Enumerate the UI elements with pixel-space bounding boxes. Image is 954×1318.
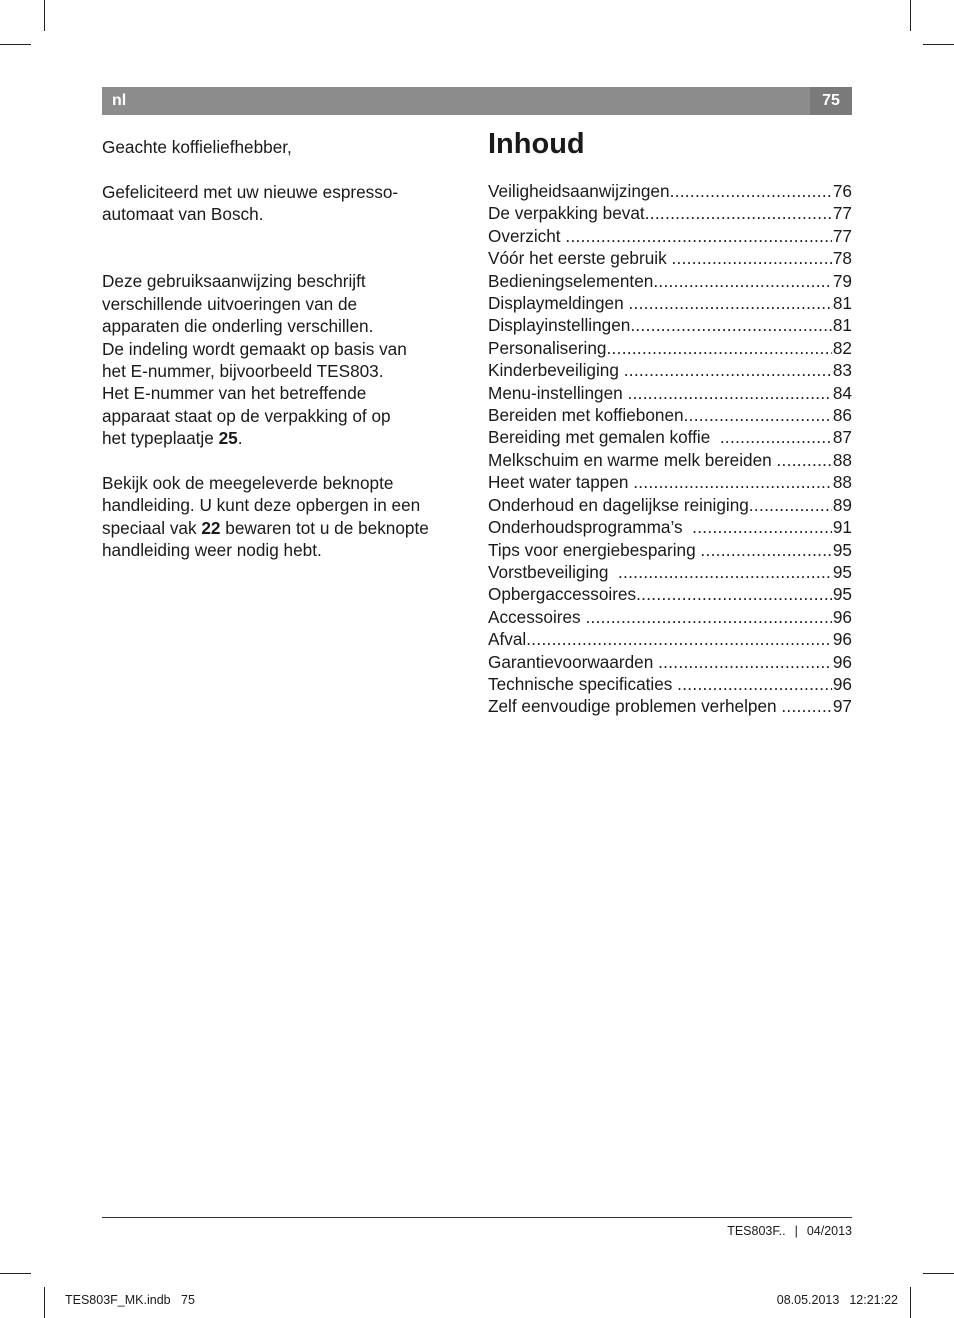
toc-entry[interactable] bbox=[488, 359, 852, 381]
toc-entry-page: 96 bbox=[832, 651, 852, 672]
greeting: Geachte koffieliefhebber, bbox=[102, 137, 292, 157]
toc-entry-title: Garantievoorwaarden bbox=[488, 651, 659, 672]
toc-leader-dots bbox=[585, 606, 831, 628]
toc-leader-dots bbox=[749, 494, 832, 516]
toc-entry-title: Personalisering bbox=[488, 337, 607, 358]
toc-entry-page: 95 bbox=[832, 561, 852, 582]
reference-number: 22 bbox=[201, 517, 221, 538]
toc-entry-page: 81 bbox=[832, 315, 852, 336]
toc-entry-page: 96 bbox=[832, 629, 852, 650]
slug-time: 12:21:22 bbox=[849, 1293, 898, 1307]
toc-entry[interactable] bbox=[488, 314, 852, 336]
toc-entry-page: 76 bbox=[832, 181, 852, 201]
description-line: apparaat staat op de verpakking of op bbox=[102, 405, 391, 426]
toc-leader-dots bbox=[624, 359, 832, 381]
toc-entry[interactable] bbox=[488, 292, 852, 314]
note-line: handleiding. U kunt deze opbergen in een bbox=[102, 495, 421, 516]
toc-entry-title: Displayinstellingen bbox=[488, 315, 631, 336]
reference-number: 25 bbox=[218, 428, 238, 449]
toc-entry-page: 95 bbox=[832, 584, 852, 605]
toc-entry-title: Opbergaccessoires bbox=[488, 584, 637, 605]
toc-entry-title: De verpakking bevat bbox=[488, 203, 645, 224]
toc-entry-page: 88 bbox=[832, 472, 852, 493]
crop-mark bbox=[44, 0, 45, 31]
toc-entry-title: Bereiding met gemalen koffie bbox=[488, 427, 720, 448]
toc-entry-page: 81 bbox=[832, 293, 852, 314]
slug-timestamp bbox=[777, 1293, 898, 1307]
toc-entry-title: Technische specificaties bbox=[488, 673, 678, 694]
toc-entry[interactable] bbox=[488, 449, 852, 471]
toc-leader-dots bbox=[636, 583, 832, 605]
toc-entry-title: Onderhoud en dagelijkse reiniging bbox=[488, 494, 749, 515]
toc-entry-page: 84 bbox=[832, 382, 852, 403]
toc-leader-dots bbox=[628, 292, 831, 314]
toc-entry[interactable] bbox=[488, 628, 852, 650]
toc-title: Inhoud bbox=[488, 128, 585, 160]
toc-leader-dots bbox=[720, 426, 832, 448]
separator: | bbox=[794, 1224, 798, 1238]
note-line: handleiding weer nodig hebt. bbox=[102, 540, 322, 561]
toc-entry[interactable] bbox=[488, 382, 852, 404]
toc-entry-title: Vóór het eerste gebruik bbox=[488, 248, 672, 269]
toc-entry[interactable] bbox=[488, 539, 852, 561]
toc-entry[interactable] bbox=[488, 673, 852, 695]
model-number: TES803F.. bbox=[727, 1224, 786, 1238]
toc-leader-dots bbox=[630, 314, 832, 336]
toc-leader-dots bbox=[781, 695, 832, 717]
text: bewaren tot u de beknopte bbox=[220, 517, 429, 538]
toc-leader-dots bbox=[653, 270, 832, 292]
description-line: verschillende uitvoeringen van de bbox=[102, 293, 358, 314]
toc-entry[interactable] bbox=[488, 225, 852, 247]
toc-entry[interactable] bbox=[488, 337, 852, 359]
toc-entry-title: Afval bbox=[488, 629, 527, 650]
toc-leader-dots bbox=[692, 516, 832, 538]
toc-entry[interactable] bbox=[488, 695, 852, 717]
toc-entry-title: Veiligheidsaanwijzingen bbox=[488, 181, 670, 201]
toc-entry[interactable] bbox=[488, 404, 852, 426]
slug-file: TES803F_MK.indb 75 bbox=[65, 1293, 195, 1307]
crop-mark bbox=[0, 44, 31, 45]
toc-entry-title: Vorstbeveiliging bbox=[488, 561, 618, 582]
toc-entry-page: 79 bbox=[832, 270, 852, 291]
toc-entry-title: Onderhoudsprogramma’s bbox=[488, 517, 693, 538]
publication-date: 04/2013 bbox=[806, 1224, 852, 1238]
text: het typeplaatje bbox=[102, 428, 219, 449]
toc-entry-page: 96 bbox=[832, 606, 852, 627]
toc-leader-dots bbox=[700, 539, 831, 561]
toc-leader-dots bbox=[658, 651, 832, 673]
toc-entry[interactable] bbox=[488, 606, 852, 628]
toc-entry-page: 96 bbox=[832, 673, 852, 694]
toc-entry-page: 95 bbox=[832, 539, 852, 560]
crop-mark bbox=[923, 44, 954, 45]
toc-entry[interactable] bbox=[488, 270, 852, 292]
toc-entry-page: 91 bbox=[832, 517, 852, 538]
toc-leader-dots bbox=[684, 404, 832, 426]
toc-entry[interactable] bbox=[488, 516, 852, 538]
toc-entry[interactable] bbox=[488, 247, 852, 269]
toc-entry-page: 89 bbox=[832, 494, 852, 515]
description-line: het E-nummer, bijvoorbeeld TES803. bbox=[102, 361, 384, 382]
toc-leader-dots bbox=[671, 247, 831, 269]
text: . bbox=[237, 428, 243, 449]
crop-mark bbox=[44, 1287, 45, 1318]
toc-entry-page: 97 bbox=[832, 696, 852, 717]
toc-leader-dots bbox=[776, 449, 831, 471]
congrats-line: automaat van Bosch. bbox=[102, 204, 264, 225]
description-line bbox=[102, 427, 467, 449]
congrats-line: Gefeliciteerd met uw nieuwe espresso- bbox=[102, 181, 399, 202]
toc-entry-title: Bereiden met koffiebonen bbox=[488, 405, 684, 426]
toc-entry[interactable] bbox=[488, 651, 852, 673]
toc-entry-title: Kinderbeveiliging bbox=[488, 360, 624, 381]
toc-entry-title: Menu-instellingen bbox=[488, 382, 628, 403]
toc-leader-dots bbox=[628, 382, 832, 404]
crop-mark bbox=[923, 1273, 954, 1274]
toc-entry-page: 87 bbox=[832, 427, 852, 448]
toc-leader-dots bbox=[645, 202, 832, 224]
toc-entry-title: Tips voor energiebesparing bbox=[488, 539, 701, 560]
toc-entry[interactable] bbox=[488, 494, 852, 516]
toc-entry-page: 88 bbox=[832, 449, 852, 470]
toc-leader-dots bbox=[677, 673, 832, 695]
toc-entry-page: 78 bbox=[832, 248, 852, 269]
toc-entry-title: Overzicht bbox=[488, 225, 566, 246]
toc-entry-title: Melkschuim en warme melk bereiden bbox=[488, 449, 777, 470]
toc-leader-dots bbox=[526, 628, 832, 650]
toc-entry-page: 82 bbox=[832, 337, 852, 358]
page-number: 75 bbox=[810, 87, 852, 115]
table-of-contents bbox=[488, 180, 852, 718]
note-line bbox=[102, 517, 467, 539]
text: speciaal vak bbox=[102, 517, 202, 538]
crop-mark bbox=[0, 1273, 31, 1274]
description-line: apparaten die onderling verschillen. bbox=[102, 316, 374, 337]
note-line: Bekijk ook de meegeleverde beknopte bbox=[102, 473, 394, 494]
footer-info bbox=[727, 1224, 852, 1238]
description-line: Deze gebruiksaanwijzing beschrijft bbox=[102, 271, 366, 292]
language-code: nl bbox=[112, 92, 127, 109]
toc-leader-dots bbox=[606, 337, 831, 359]
page-header-bar bbox=[102, 87, 852, 115]
toc-leader-dots bbox=[618, 561, 832, 583]
toc-leader-dots bbox=[565, 225, 832, 247]
crop-mark bbox=[910, 0, 911, 31]
toc-entry[interactable] bbox=[488, 561, 852, 583]
toc-entry[interactable] bbox=[488, 202, 852, 224]
toc-entry[interactable] bbox=[488, 426, 852, 448]
toc-entry-title: Zelf eenvoudige problemen verhelpen bbox=[488, 696, 782, 717]
toc-entry-page: 83 bbox=[832, 360, 852, 381]
toc-entry-page: 77 bbox=[832, 225, 852, 246]
slug-date: 08.05.2013 bbox=[776, 1293, 840, 1307]
toc-entry-page: 86 bbox=[832, 405, 852, 426]
crop-mark bbox=[910, 1287, 911, 1318]
intro-text bbox=[102, 136, 467, 562]
toc-entry-page: 77 bbox=[832, 203, 852, 224]
toc-entry[interactable] bbox=[488, 471, 852, 493]
toc-entry-title: Displaymeldingen bbox=[488, 293, 629, 314]
toc-entry-title: Accessoires bbox=[488, 606, 586, 627]
description-line: De indeling wordt gemaakt op basis van bbox=[102, 338, 407, 359]
toc-entry[interactable] bbox=[488, 180, 852, 202]
toc-entry-title: Bedieningselementen bbox=[488, 270, 654, 291]
description-line: Het E-nummer van het betreffende bbox=[102, 383, 367, 404]
toc-leader-dots bbox=[633, 471, 832, 493]
toc-leader-dots bbox=[670, 180, 832, 202]
toc-entry[interactable] bbox=[488, 583, 852, 605]
footer-divider bbox=[102, 1217, 852, 1218]
toc-entry-title: Heet water tappen bbox=[488, 472, 634, 493]
